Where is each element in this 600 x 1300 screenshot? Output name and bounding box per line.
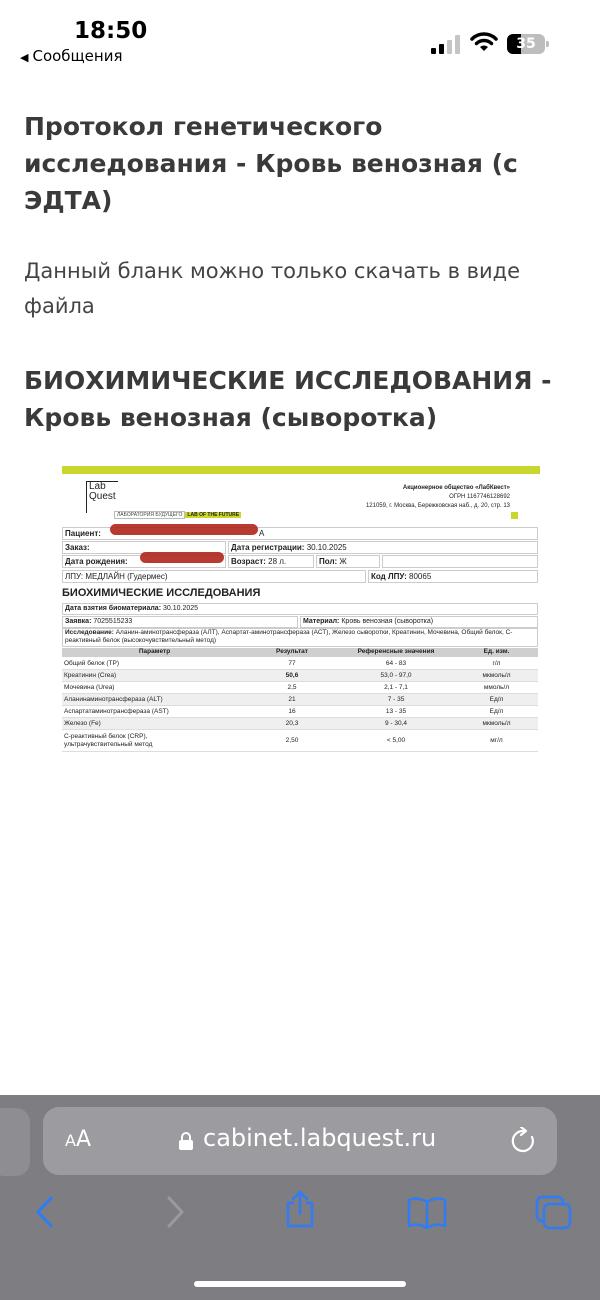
table-row: Аспартатаминотрансфераза (AST) 16 13 - 35 Ед/л [62,706,538,718]
patient-row: Пациент: А [62,527,538,540]
section-heading: БИОХИМИЧЕСКИЕ ИССЛЕДОВАНИЯ - Кровь венозная (сыворотка) [24,366,552,432]
lpu-code-cell: Код ЛПУ: 80065 [368,570,538,583]
document-preview[interactable] [62,466,540,758]
redaction-mark [110,524,258,535]
request-cell: Заявка: 7025515233 [62,616,298,628]
reload-icon[interactable] [510,1127,536,1159]
back-triangle-icon: ◀ [20,51,29,64]
page-title: Протокол генетического исследования - Кровь венозная (с ЭДТА) [24,112,518,215]
results-table-header [62,648,538,657]
org-info: Акционерное общество «ЛабКвест» ОГРН 1167746128692 121059, г. Москва, Бережковская наб., д. 20, стр. 13 [365,485,510,509]
lock-icon [178,1131,194,1155]
lpu-cell: ЛПУ: МЕДЛАЙН (Гудермес) [62,570,366,583]
forward-icon[interactable] [164,1195,186,1233]
share-icon[interactable] [284,1189,316,1233]
age-cell: Возраст: 28 л. [228,555,314,568]
bottom-toolbar [0,1195,600,1235]
home-indicator[interactable] [194,1281,406,1287]
document-header-bar [62,466,540,474]
download-note: Данный бланк можно только скачать в виде файла [24,259,521,318]
wifi-icon [470,31,498,57]
back-to-app-link[interactable] [20,47,122,65]
clock: 18:50 [74,18,148,44]
signal-icon [431,34,463,54]
url-text[interactable]: cabinet.labquest.ru [203,1124,437,1152]
material-cell: Материал: Кровь венозная (сыворотка) [300,616,538,628]
tabs-icon[interactable] [535,1195,573,1235]
green-square [511,512,518,519]
birth-date-cell: Дата рождения: [62,555,226,568]
document-heading: БИОХИМИЧЕСКИЕ ИССЛЕДОВАНИЯ [62,587,261,599]
battery-level: 35 [516,36,536,52]
order-cell: Заказ: [62,541,226,554]
page-content [24,108,554,436]
study-row: Исследование: Аланин-аминотрансфераза (АЛТ), Аспартат-аминотрансфераза (АСТ), Железо сыворотки, Креатинин, Мочевина, Общий белок, С-реактивный белок (высокочувствительный метод) [62,628,538,647]
sex-cell: Пол: Ж [316,555,380,568]
table-row: Креатинин (Crea) 50,6 53,0 - 97,0 мкмоль/л [62,670,538,682]
table-row: Мочевина (Urea) 2,5 2,1 - 7,1 ммоль/л [62,682,538,694]
empty-cell [382,555,538,568]
table-row: Железо (Fe) 20,3 9 - 30,4 мкмоль/л [62,718,538,730]
back-icon[interactable] [34,1195,56,1233]
sample-date-row: Дата взятия биоматериала: 30.10.2025 [62,603,538,615]
browser-chrome [0,1095,600,1300]
redaction-mark [140,552,224,563]
reg-date-cell: Дата регистрации: 30.10.2025 [228,541,538,554]
battery-icon [507,34,549,54]
slogan: ЛАБОРАТОРИЯ БУДУЩЕГО LAB OF THE FUTURE [114,512,241,518]
back-app-label: Сообщения [32,47,123,65]
table-row: Аланинаминотрансфераза (ALT) 21 7 - 35 Ед/л [62,694,538,706]
table-row: С-реактивный белок (CRP), ультрачувствительный метод 2,50 < 5,00 мг/л [62,730,538,752]
col-param: Параметр [138,648,171,655]
bookmarks-icon[interactable] [407,1195,447,1233]
table-row: Общий белок (TP) 77 64 - 83 г/л [62,658,538,670]
col-result: Результат [276,648,308,655]
previous-tab-card[interactable] [0,1108,30,1176]
status-bar [0,0,600,80]
col-reference: Референсные значения [357,648,435,655]
text-size-button[interactable]: AA [65,1127,92,1152]
address-bar[interactable] [43,1107,557,1175]
labquest-logo: Lab Quest [86,481,118,513]
col-unit: Ед. изм. [483,648,510,655]
